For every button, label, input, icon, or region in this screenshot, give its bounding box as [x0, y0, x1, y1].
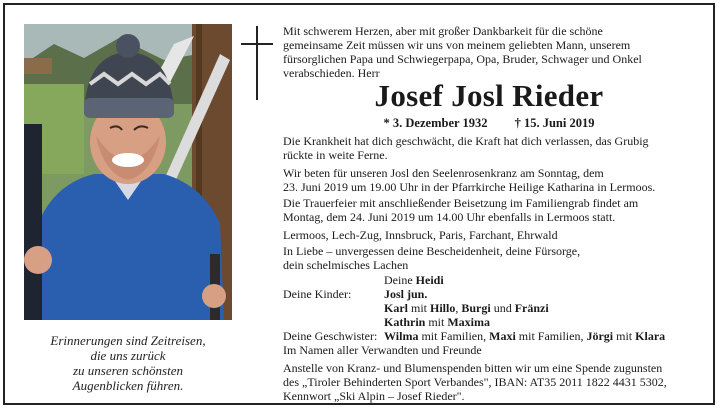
- love-paragraph: [283, 244, 695, 272]
- paragraph-line: dein schelmisches Lachen: [283, 258, 409, 272]
- intro-line: fürsorglichen Papa und Schwiegerpapa, Opa, Bruder, Schwager und Onkel: [283, 52, 642, 66]
- sibling-name: Wilma: [384, 329, 419, 343]
- paragraph-line: Die Trauerfeier mit anschließender Beisetzung im Familiengrab findet am: [283, 196, 639, 210]
- grandchild-name: Fränzi: [514, 301, 549, 315]
- child-name: Karl: [384, 301, 408, 315]
- sibling-name: Maxi: [489, 329, 516, 343]
- caption-line: Augenblicken führen.: [72, 378, 184, 393]
- partner-name: Hillo: [430, 301, 456, 315]
- connector-text: und: [493, 301, 512, 315]
- child-name: Josl jun.: [384, 287, 428, 301]
- children-label: Deine Kinder:: [283, 287, 352, 301]
- death-date: † 15. Juni 2019: [514, 116, 595, 130]
- paragraph-line: Kennwort „Ski Alpin – Josef Rieder".: [283, 389, 465, 403]
- birth-date: * 3. Dezember 1932: [383, 116, 488, 130]
- places-line: Lermoos, Lech-Zug, Innsbruck, Paris, Farchant, Ehrwald: [283, 228, 558, 242]
- relatives-line: Im Namen aller Verwandten und Freunde: [283, 343, 482, 357]
- cross-icon: [241, 26, 273, 100]
- connector-text: mit: [428, 315, 445, 329]
- intro-text: [283, 24, 695, 80]
- intro-line: gemeinsame Zeit müssen wir uns von meinem geliebten Mann, unserem: [283, 38, 631, 52]
- connector-text: mit: [616, 329, 633, 343]
- deceased-name: Josef Josl Rieder: [374, 78, 604, 113]
- donation-paragraph: [283, 361, 695, 403]
- grandchild-name: Burgi: [461, 301, 491, 315]
- sibling-name: Jörgi: [586, 329, 614, 343]
- paragraph-line: Wir beten für unseren Josl den Seelenrosenkranz am Sonntag, dem: [283, 166, 604, 180]
- paragraph-line: In Liebe – unvergessen deine Bescheidenheit, deine Fürsorge,: [283, 244, 581, 258]
- connector-text: mit Familien,: [518, 329, 584, 343]
- paragraph-line: rückte in weite Ferne.: [283, 148, 388, 162]
- funeral-paragraph: [283, 196, 695, 224]
- photo-caption: [24, 333, 232, 393]
- life-dates: [283, 116, 695, 130]
- child-name: Kathrin: [384, 315, 426, 329]
- paragraph-line: 23. Juni 2019 um 19.00 Uhr in der Pfarrkirche Heilige Katharina in Lermoos.: [283, 180, 656, 194]
- portrait-photo: [24, 24, 232, 320]
- intro-line: verabschieden. Herr: [283, 66, 380, 80]
- partner-name: Maxima: [447, 315, 491, 329]
- caption-line: zu unseren schönsten: [72, 363, 183, 378]
- paragraph-line: Die Krankheit hat dich geschwächt, die Kraft hat dich verlassen, das Grubig: [283, 134, 649, 148]
- intro-line: Mit schwerem Herzen, aber mit großer Dankbarkeit für die schöne: [283, 24, 603, 38]
- paragraph-line: Montag, dem 24. Juni 2019 um 14.00 Uhr ebenfalls in Lermoos statt.: [283, 210, 616, 224]
- caption-line: Erinnerungen sind Zeitreisen,: [50, 333, 206, 348]
- paragraph-line: des „Tiroler Behinderten Sport Verbandes", IBAN: AT35 2011 1822 4431 5302,: [283, 375, 667, 389]
- connector-text: mit: [411, 301, 428, 315]
- partner-name: Klara: [635, 329, 666, 343]
- siblings-label: Deine Geschwister:: [283, 329, 378, 343]
- caption-line: die uns zurück: [90, 348, 166, 363]
- illness-paragraph: [283, 134, 695, 162]
- rosary-paragraph: [283, 166, 695, 194]
- connector-text: mit Familien,: [421, 329, 487, 343]
- wife-name: Heidi: [415, 273, 444, 287]
- wife-prefix: Deine: [384, 273, 413, 287]
- paragraph-line: Anstelle von Kranz- und Blumenspenden bitten wir um eine Spende zugunsten: [283, 361, 663, 375]
- connector-text: ,: [455, 301, 459, 315]
